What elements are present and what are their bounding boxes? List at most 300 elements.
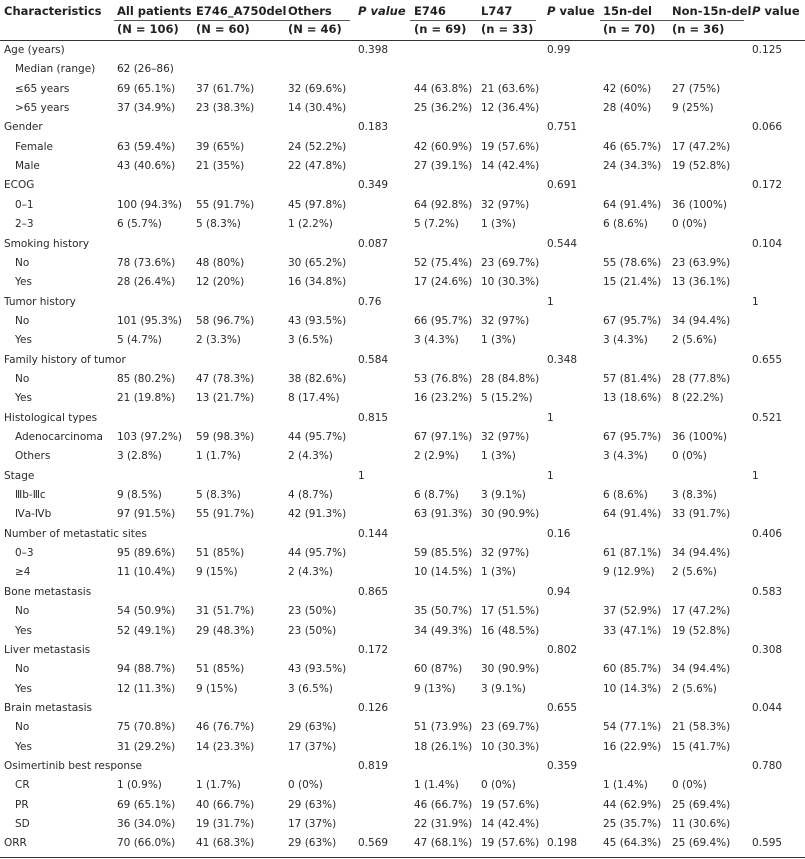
table-cell: 8 (22.2%) xyxy=(672,392,724,404)
table-cell: 0.583 xyxy=(752,586,783,598)
row-label: Adenocarcinoma xyxy=(15,431,103,443)
row-label: No xyxy=(15,663,30,675)
table-cell: 15 (41.7%) xyxy=(672,741,731,753)
table-cell: 42 (60.9%) xyxy=(414,141,473,153)
table-cell: 0.308 xyxy=(752,644,783,656)
table-cell: 11 (10.4%) xyxy=(117,566,176,578)
table-cell: 0.398 xyxy=(358,44,389,56)
row-label: Others xyxy=(15,450,51,462)
table-cell: 0.569 xyxy=(358,837,389,849)
table-cell: 1 (3%) xyxy=(481,450,516,462)
table-cell: 1 (3%) xyxy=(481,334,516,346)
header-characteristics: Characteristics xyxy=(4,4,102,18)
table-cell: 23 (50%) xyxy=(288,605,337,617)
table-cell: 13 (18.6%) xyxy=(603,392,662,404)
table-cell: 3 (9.1%) xyxy=(481,683,526,695)
table-cell: 64 (92.8%) xyxy=(414,199,473,211)
table-cell: 58 (96.7%) xyxy=(196,315,255,327)
table-cell: 2 (3.3%) xyxy=(196,334,241,346)
table-cell: 5 (4.7%) xyxy=(117,334,162,346)
table-cell: 19 (57.6%) xyxy=(481,799,540,811)
header-all-patients: All patients xyxy=(117,4,192,18)
group-rule-15n xyxy=(600,20,744,21)
header-e746-a750del-n: (N = 60) xyxy=(196,22,250,36)
table-cell: 22 (31.9%) xyxy=(414,818,473,830)
header-e746-n: (n = 69) xyxy=(414,22,467,36)
table-bottom-rule xyxy=(0,857,805,858)
table-cell: 0 (0%) xyxy=(481,779,516,791)
table-cell: 51 (85%) xyxy=(196,663,245,675)
table-cell: 69 (65.1%) xyxy=(117,799,176,811)
table-cell: 48 (80%) xyxy=(196,257,245,269)
table-cell: 43 (93.5%) xyxy=(288,315,347,327)
table-cell: 103 (97.2%) xyxy=(117,431,182,443)
table-cell: 22 (47.8%) xyxy=(288,160,347,172)
table-cell: 0.521 xyxy=(752,412,783,424)
table-cell: 34 (94.4%) xyxy=(672,547,731,559)
table-cell: 17 (37%) xyxy=(288,818,337,830)
table-cell: 44 (62.9%) xyxy=(603,799,662,811)
row-label: 0–1 xyxy=(15,199,34,211)
row-label: Number of metastatic sites xyxy=(4,528,147,540)
table-cell: 51 (85%) xyxy=(196,547,245,559)
table-cell: 75 (70.8%) xyxy=(117,721,176,733)
table-cell: 3 (4.3%) xyxy=(414,334,459,346)
table-cell: 55 (91.7%) xyxy=(196,199,255,211)
table-cell: 1 (1.7%) xyxy=(196,450,241,462)
header-p-value-3: P value xyxy=(752,4,800,18)
row-label: SD xyxy=(15,818,30,830)
table-cell: 67 (95.7%) xyxy=(603,431,662,443)
table-cell: 1 xyxy=(547,412,554,424)
table-cell: 2 (4.3%) xyxy=(288,566,333,578)
table-cell: 10 (30.3%) xyxy=(481,276,540,288)
table-cell: 62 (26–86) xyxy=(117,63,174,75)
table-cell: 0 (0%) xyxy=(288,779,323,791)
table-cell: 29 (63%) xyxy=(288,837,337,849)
table-cell: 0.99 xyxy=(547,44,571,56)
table-cell: 44 (95.7%) xyxy=(288,547,347,559)
table-cell: 3 (4.3%) xyxy=(603,334,648,346)
table-cell: 28 (77.8%) xyxy=(672,373,731,385)
table-cell: 21 (19.8%) xyxy=(117,392,176,404)
table-cell: 0.125 xyxy=(752,44,783,56)
row-label: Yes xyxy=(15,334,32,346)
table-cell: 55 (91.7%) xyxy=(196,508,255,520)
table-cell: 5 (8.3%) xyxy=(196,218,241,230)
table-cell: 30 (65.2%) xyxy=(288,257,347,269)
table-cell: 1 (1.7%) xyxy=(196,779,241,791)
table-cell: 0 (0%) xyxy=(672,779,707,791)
table-cell: 34 (94.4%) xyxy=(672,315,731,327)
table-cell: 28 (84.8%) xyxy=(481,373,540,385)
table-cell: 29 (63%) xyxy=(288,799,337,811)
group-rule-e746-l747 xyxy=(410,20,536,21)
table-cell: 12 (20%) xyxy=(196,276,245,288)
table-cell: 45 (97.8%) xyxy=(288,199,347,211)
table-cell: 17 (47.2%) xyxy=(672,605,731,617)
table-cell: 64 (91.4%) xyxy=(603,199,662,211)
row-label: Liver metastasis xyxy=(4,644,91,656)
table-cell: 42 (60%) xyxy=(603,83,652,95)
table-cell: 16 (48.5%) xyxy=(481,625,540,637)
table-cell: 27 (39.1%) xyxy=(414,160,473,172)
table-cell: 16 (34.8%) xyxy=(288,276,347,288)
row-label: ORR xyxy=(4,837,27,849)
table-cell: 1 xyxy=(358,470,365,482)
table-cell: 43 (40.6%) xyxy=(117,160,176,172)
table-cell: 3 (9.1%) xyxy=(481,489,526,501)
table-cell: 30 (90.9%) xyxy=(481,508,540,520)
table-cell: 0.865 xyxy=(358,586,389,598)
table-cell: 44 (95.7%) xyxy=(288,431,347,443)
table-cell: 0.544 xyxy=(547,238,578,250)
header-l747-n: (n = 33) xyxy=(481,22,534,36)
table-cell: 52 (49.1%) xyxy=(117,625,176,637)
table-cell: 32 (97%) xyxy=(481,431,530,443)
table-cell: 0.595 xyxy=(752,837,783,849)
header-p-value-1: P value xyxy=(358,4,406,18)
table-cell: 0.751 xyxy=(547,121,578,133)
table-cell: 1 xyxy=(547,296,554,308)
table-cell: 2 (2.9%) xyxy=(414,450,459,462)
table-cell: 0.172 xyxy=(752,179,783,191)
table-cell: 6 (8.6%) xyxy=(603,218,648,230)
table-cell: 12 (36.4%) xyxy=(481,102,540,114)
table-cell: 13 (21.7%) xyxy=(196,392,255,404)
header-bottom-rule xyxy=(0,40,805,41)
table-cell: 0 (0%) xyxy=(672,450,707,462)
table-cell: 1 (3%) xyxy=(481,566,516,578)
table-cell: 10 (14.5%) xyxy=(414,566,473,578)
header-15n-del: 15n-del xyxy=(603,4,652,18)
table-cell: 17 (51.5%) xyxy=(481,605,540,617)
table-cell: 4 (8.7%) xyxy=(288,489,333,501)
table-cell: 28 (26.4%) xyxy=(117,276,176,288)
table-cell: 39 (65%) xyxy=(196,141,245,153)
table-cell: 37 (52.9%) xyxy=(603,605,662,617)
table-cell: 13 (36.1%) xyxy=(672,276,731,288)
header-e746: E746 xyxy=(414,4,446,18)
table-cell: 33 (91.7%) xyxy=(672,508,731,520)
table-cell: 0.802 xyxy=(547,644,578,656)
table-cell: 10 (14.3%) xyxy=(603,683,662,695)
table-cell: 17 (24.6%) xyxy=(414,276,473,288)
table-cell: 5 (8.3%) xyxy=(196,489,241,501)
table-cell: 36 (100%) xyxy=(672,199,727,211)
table-cell: 0 (0%) xyxy=(672,218,707,230)
table-cell: 1 (2.2%) xyxy=(288,218,333,230)
table-cell: 19 (52.8%) xyxy=(672,625,731,637)
table-cell: 0.16 xyxy=(547,528,571,540)
row-label: Median (range) xyxy=(15,63,96,75)
row-label: Yes xyxy=(15,625,32,637)
table-cell: 37 (61.7%) xyxy=(196,83,255,95)
table-cell: 23 (38.3%) xyxy=(196,102,255,114)
row-label: ECOG xyxy=(4,179,35,191)
table-cell: 24 (34.3%) xyxy=(603,160,662,172)
table-cell: 41 (68.3%) xyxy=(196,837,255,849)
table-cell: 19 (57.6%) xyxy=(481,837,540,849)
table-cell: 0.655 xyxy=(752,354,783,366)
table-cell: 85 (80.2%) xyxy=(117,373,176,385)
table-cell: 97 (91.5%) xyxy=(117,508,176,520)
table-cell: 14 (23.3%) xyxy=(196,741,255,753)
table-cell: 16 (23.2%) xyxy=(414,392,473,404)
table-cell: 16 (22.9%) xyxy=(603,741,662,753)
table-cell: 28 (40%) xyxy=(603,102,652,114)
row-label: Female xyxy=(15,141,53,153)
table-cell: 60 (85.7%) xyxy=(603,663,662,675)
table-cell: 5 (15.2%) xyxy=(481,392,533,404)
table-cell: 1 xyxy=(547,470,554,482)
table-cell: 0.348 xyxy=(547,354,578,366)
table-cell: 21 (58.3%) xyxy=(672,721,731,733)
table-cell: 17 (47.2%) xyxy=(672,141,731,153)
row-label: No xyxy=(15,373,30,385)
table-cell: 3 (6.5%) xyxy=(288,683,333,695)
table-cell: 23 (69.7%) xyxy=(481,721,540,733)
table-cell: 54 (77.1%) xyxy=(603,721,662,733)
table-cell: 2 (5.6%) xyxy=(672,683,717,695)
table-cell: 100 (94.3%) xyxy=(117,199,182,211)
table-cell: 0.066 xyxy=(752,121,783,133)
row-label: Yes xyxy=(15,392,32,404)
row-label: >65 years xyxy=(15,102,70,114)
table-cell: 53 (76.8%) xyxy=(414,373,473,385)
table-cell: 63 (59.4%) xyxy=(117,141,176,153)
table-cell: 23 (50%) xyxy=(288,625,337,637)
table-cell: 19 (52.8%) xyxy=(672,160,731,172)
table-cell: 8 (17.4%) xyxy=(288,392,340,404)
table-cell: 18 (26.1%) xyxy=(414,741,473,753)
table-cell: 32 (97%) xyxy=(481,199,530,211)
table-cell: 25 (69.4%) xyxy=(672,799,731,811)
header-e746-a750del: E746_A750del xyxy=(196,4,287,18)
table-cell: 3 (6.5%) xyxy=(288,334,333,346)
row-label: Gender xyxy=(4,121,43,133)
table-cell: 38 (82.6%) xyxy=(288,373,347,385)
table-cell: 40 (66.7%) xyxy=(196,799,255,811)
row-label: ≥4 xyxy=(15,566,31,578)
row-label: Age (years) xyxy=(4,44,65,56)
row-label: Brain metastasis xyxy=(4,702,92,714)
table-cell: 17 (37%) xyxy=(288,741,337,753)
table-cell: 0.406 xyxy=(752,528,783,540)
row-label: Yes xyxy=(15,276,32,288)
table-cell: 1 xyxy=(752,470,759,482)
table-cell: 42 (91.3%) xyxy=(288,508,347,520)
table-cell: 46 (65.7%) xyxy=(603,141,662,153)
row-label: 2–3 xyxy=(15,218,34,230)
table-cell: 67 (95.7%) xyxy=(603,315,662,327)
row-label: Ⅲb-Ⅲc xyxy=(15,489,46,501)
header-non-15n-del-n: (n = 36) xyxy=(672,22,725,36)
table-cell: 0.76 xyxy=(358,296,382,308)
table-cell: 19 (31.7%) xyxy=(196,818,255,830)
table-cell: 12 (11.3%) xyxy=(117,683,176,695)
table-cell: 0.780 xyxy=(752,760,783,772)
table-cell: 15 (21.4%) xyxy=(603,276,662,288)
header-l747: L747 xyxy=(481,4,513,18)
table-cell: 25 (36.2%) xyxy=(414,102,473,114)
table-cell: 66 (95.7%) xyxy=(414,315,473,327)
table-cell: 46 (76.7%) xyxy=(196,721,255,733)
table-cell: 47 (78.3%) xyxy=(196,373,255,385)
table-cell: 0.104 xyxy=(752,238,783,250)
table-cell: 1 (0.9%) xyxy=(117,779,162,791)
table-cell: 52 (75.4%) xyxy=(414,257,473,269)
table-cell: 0.183 xyxy=(358,121,389,133)
row-label: Yes xyxy=(15,683,32,695)
table-cell: 21 (35%) xyxy=(196,160,245,172)
table-cell: 0.655 xyxy=(547,702,578,714)
table-cell: 0.087 xyxy=(358,238,389,250)
table-cell: 29 (48.3%) xyxy=(196,625,255,637)
table-cell: 69 (65.1%) xyxy=(117,83,176,95)
table-cell: 9 (15%) xyxy=(196,566,238,578)
table-cell: 1 (1.4%) xyxy=(414,779,459,791)
table-cell: 32 (97%) xyxy=(481,547,530,559)
row-label: No xyxy=(15,721,30,733)
table-cell: 2 (4.3%) xyxy=(288,450,333,462)
header-others: Others xyxy=(288,4,332,18)
table-cell: 61 (87.1%) xyxy=(603,547,662,559)
table-cell: 55 (78.6%) xyxy=(603,257,662,269)
table-cell: 21 (63.6%) xyxy=(481,83,540,95)
header-all-patients-n: (N = 106) xyxy=(117,22,179,36)
table-cell: 5 (7.2%) xyxy=(414,218,459,230)
table-cell: 9 (12.9%) xyxy=(603,566,655,578)
table-cell: 67 (97.1%) xyxy=(414,431,473,443)
table-cell: 2 (5.6%) xyxy=(672,566,717,578)
row-label: 0–3 xyxy=(15,547,34,559)
table-cell: 0.198 xyxy=(547,837,578,849)
table-cell: 70 (66.0%) xyxy=(117,837,176,849)
row-label: Yes xyxy=(15,741,32,753)
table-cell: 23 (69.7%) xyxy=(481,257,540,269)
table-cell: 24 (52.2%) xyxy=(288,141,347,153)
table-cell: 95 (89.6%) xyxy=(117,547,176,559)
table-cell: 32 (69.6%) xyxy=(288,83,347,95)
group-rule-all xyxy=(114,20,350,21)
table-cell: 1 (1.4%) xyxy=(603,779,648,791)
table-cell: 57 (81.4%) xyxy=(603,373,662,385)
table-cell: 9 (15%) xyxy=(196,683,238,695)
table-cell: 0.584 xyxy=(358,354,389,366)
row-label: Smoking history xyxy=(4,238,90,250)
table-cell: 1 (3%) xyxy=(481,218,516,230)
table-cell: 31 (51.7%) xyxy=(196,605,255,617)
table-cell: 78 (73.6%) xyxy=(117,257,176,269)
table-cell: 2 (5.6%) xyxy=(672,334,717,346)
table-cell: 32 (97%) xyxy=(481,315,530,327)
row-label: Family history of tumor xyxy=(4,354,126,366)
table-cell: 34 (49.3%) xyxy=(414,625,473,637)
table-cell: 43 (93.5%) xyxy=(288,663,347,675)
header-15n-del-n: (n = 70) xyxy=(603,22,656,36)
table-cell: 6 (5.7%) xyxy=(117,218,162,230)
table-cell: 33 (47.1%) xyxy=(603,625,662,637)
table-cell: 14 (42.4%) xyxy=(481,818,540,830)
table-cell: 0.359 xyxy=(547,760,578,772)
table-cell: 36 (34.0%) xyxy=(117,818,176,830)
table-cell: 9 (13%) xyxy=(414,683,456,695)
table-cell: 6 (8.7%) xyxy=(414,489,459,501)
row-label: Ⅳa-Ⅳb xyxy=(15,508,52,520)
table-cell: 23 (63.9%) xyxy=(672,257,731,269)
table-cell: 47 (68.1%) xyxy=(414,837,473,849)
table-cell: 64 (91.4%) xyxy=(603,508,662,520)
table-cell: 46 (66.7%) xyxy=(414,799,473,811)
table-cell: 25 (69.4%) xyxy=(672,837,731,849)
row-label: Male xyxy=(15,160,40,172)
table-cell: 0.819 xyxy=(358,760,389,772)
table-cell: 14 (42.4%) xyxy=(481,160,540,172)
table-cell: 0.126 xyxy=(358,702,389,714)
table-cell: 10 (30.3%) xyxy=(481,741,540,753)
table-cell: 3 (4.3%) xyxy=(603,450,648,462)
row-label: Tumor history xyxy=(4,296,76,308)
table-cell: 30 (90.9%) xyxy=(481,663,540,675)
table-cell: 19 (57.6%) xyxy=(481,141,540,153)
table-cell: 59 (98.3%) xyxy=(196,431,255,443)
table-cell: 9 (25%) xyxy=(672,102,714,114)
table-cell: 44 (63.8%) xyxy=(414,83,473,95)
header-p-value-2: P value xyxy=(547,4,595,18)
table-cell: 0.172 xyxy=(358,644,389,656)
table-cell: 25 (35.7%) xyxy=(603,818,662,830)
table-cell: 0.691 xyxy=(547,179,578,191)
row-label: Stage xyxy=(4,470,35,482)
table-cell: 0.044 xyxy=(752,702,783,714)
table-cell: 0.815 xyxy=(358,412,389,424)
table-cell: 14 (30.4%) xyxy=(288,102,347,114)
header-others-n: (N = 46) xyxy=(288,22,342,36)
row-label: ≤65 years xyxy=(15,83,70,95)
table-cell: 34 (94.4%) xyxy=(672,663,731,675)
table-cell: 94 (88.7%) xyxy=(117,663,176,675)
row-label: PR xyxy=(15,799,29,811)
table-cell: 6 (8.6%) xyxy=(603,489,648,501)
header-non-15n-del: Non-15n-del xyxy=(672,4,752,18)
table-cell: 1 xyxy=(752,296,759,308)
table-cell: 63 (91.3%) xyxy=(414,508,473,520)
table-cell: 0.144 xyxy=(358,528,389,540)
row-label: No xyxy=(15,605,30,617)
row-label: CR xyxy=(15,779,30,791)
table-cell: 60 (87%) xyxy=(414,663,463,675)
table-cell: 0.349 xyxy=(358,179,389,191)
row-label: Bone metastasis xyxy=(4,586,92,598)
table-cell: 29 (63%) xyxy=(288,721,337,733)
table-cell: 3 (8.3%) xyxy=(672,489,717,501)
row-label: Histological types xyxy=(4,412,98,424)
table-cell: 37 (34.9%) xyxy=(117,102,176,114)
table-cell: 3 (2.8%) xyxy=(117,450,162,462)
table-cell: 59 (85.5%) xyxy=(414,547,473,559)
table-cell: 45 (64.3%) xyxy=(603,837,662,849)
table-cell: 35 (50.7%) xyxy=(414,605,473,617)
table-cell: 51 (73.9%) xyxy=(414,721,473,733)
row-label: No xyxy=(15,315,30,327)
table-cell: 9 (8.5%) xyxy=(117,489,162,501)
table-cell: 36 (100%) xyxy=(672,431,727,443)
table-cell: 27 (75%) xyxy=(672,83,721,95)
table-cell: 11 (30.6%) xyxy=(672,818,731,830)
row-label: Osimertinib best response xyxy=(4,760,143,772)
table-cell: 54 (50.9%) xyxy=(117,605,176,617)
